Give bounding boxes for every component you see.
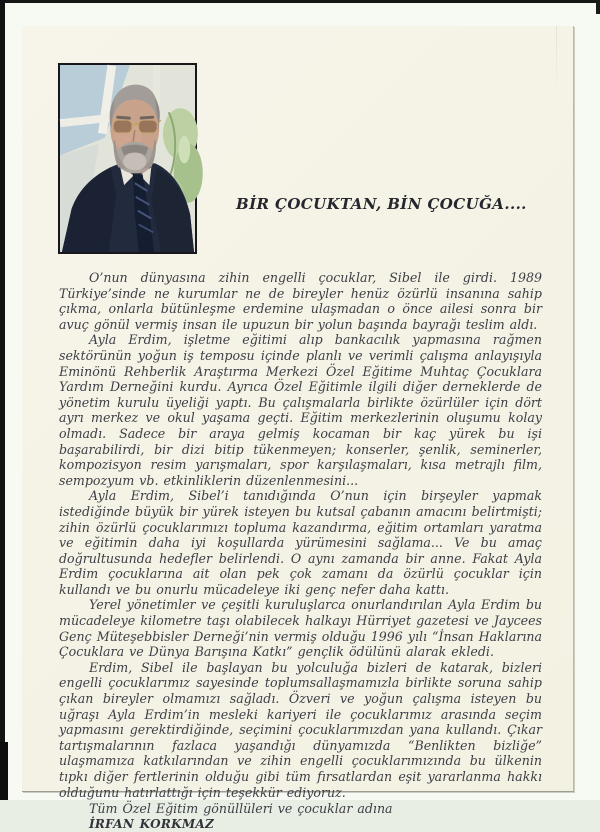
paragraph-2: Ayla Erdim, işletme eğitimi alıp bankacılık yapmasına rağmen sektörünün yoğun iş temposu içinde planlı ve verimli çalışma anlayışıyla Eminönü Rehberlik Araştırma Merkezi Özel Eğitime Muhtaç Çocuklara Yardım Derneğini kurdu. Ayrıca Özel Eğitimle ilgili diğer derneklerde de yönetim kurulu üyeliği yaptı. Bu çalışmalarla birlikte özürlüler için dört ayrı merkez ve okul yaşama geçti. Eğitim merkezlerinin oluşumu kolay olmadı. Sadece bir araya gelmiş kocaman bir kaç yürek bu işi başarabilirdi, bir dizi bitip tükenmeyen; konserler, şenlik, seminerler, kompozisyon resim yarışmaları, spor karşılaşmaları, kısa metrajlı film, sempozyum vb. etkinliklerin düzenlenmesini...	[59, 332, 542, 488]
paragraph-3: Ayla Erdim, Sibel’i tanıdığında O’nun için birşeyler yapmak istediğinde büyük bir yürek isteyen bu kutsal çabanın amacını belirtmişti; zihin özürlü çocuklarımızı topluma kazandırma, eğitim ortamları yaratma ve eğitimin daha iyi koşullarda yürümesini sağlama... Ve bu amaç doğrultusunda hedefler belirlendi. O aynı zamanda bir anne. Fakat Ayla Erdim çocuklarına ait olan pek çok zamanı da özürlü çocuklar için kullandı ve bu onurlu mücadeleye iki genç nefer daha kattı.	[59, 488, 542, 597]
scan-edge-left	[0, 0, 5, 800]
paragraph-4: Yerel yönetimler ve çeşitli kuruluşlarca onurlandırılan Ayla Erdim bu mücadeleye kilometre taşı olabilecek halkayı Hürriyet gazetesi ve Jaycees Genç Müteşebbisler Derneği’nin vermiş olduğu 1996 yılı “İnsan Haklarına Çocuklara ve Dünya Barışına Katkı” gençlik ödülünü alarak ekledi.	[59, 597, 542, 660]
scan-edge-bottom-left	[0, 742, 8, 800]
portrait-photo-art	[60, 65, 195, 252]
page-title: BİR ÇOCUKTAN, BİN ÇOCUĞA....	[236, 195, 527, 213]
paragraph-5: Erdim, Sibel ile başlayan bu yolculuğa bizleri de katarak, bizleri engelli çocuklarımız sayesinde toplumsallaşmamızla birlikte soruna sahip çıkan bireyler olmamızı sağladı. Özveri ve yoğun çalışma isteyen bu uğraşı Ayla Erdim’in mesleki kariyeri ile çocuklarımız arasında seçim yapmasını gerektirdiğinde, seçimini çocuklarımızdan yana kullandı. Çıkar tartışmalarının fazlaca yaşandığı dünyamızda “Benlikten bizliğe” ulaşmamıza katkılarından ve zihin engelli çocuklarımızında bu ülkenin tıpkı diğer fertlerinin olduğu gibi tüm fırsatlardan eşit yararlanma hakkı olduğunu hatırlattığı için teşekkür ediyoruz.	[59, 659, 542, 800]
document-sheet	[22, 26, 574, 831]
signature-name: İRFAN KORKMAZ	[89, 816, 215, 831]
paper-crease	[556, 26, 557, 96]
portrait-photo	[58, 63, 197, 254]
scan-edge-top-right	[596, 0, 600, 14]
paragraph-1: O’nun dünyasına zihin engelli çocuklar, Sibel ile girdi. 1989 Türkiye’sinde ne kurumlar ne de bireyler henüz özürlü insanına sahip çıkma, onlarla bütünleşme erdemine ulaşmadan o önce ailesi sonra bir avuç gönül vermiş insan ile upuzun bir yolun başında bayrağı teslim aldı.	[59, 270, 542, 332]
closing-line: Tüm Özel Eğitim gönüllüleri ve çocuklar adına	[89, 801, 393, 817]
body-text	[59, 270, 542, 832]
scan-edge-top	[0, 0, 600, 3]
